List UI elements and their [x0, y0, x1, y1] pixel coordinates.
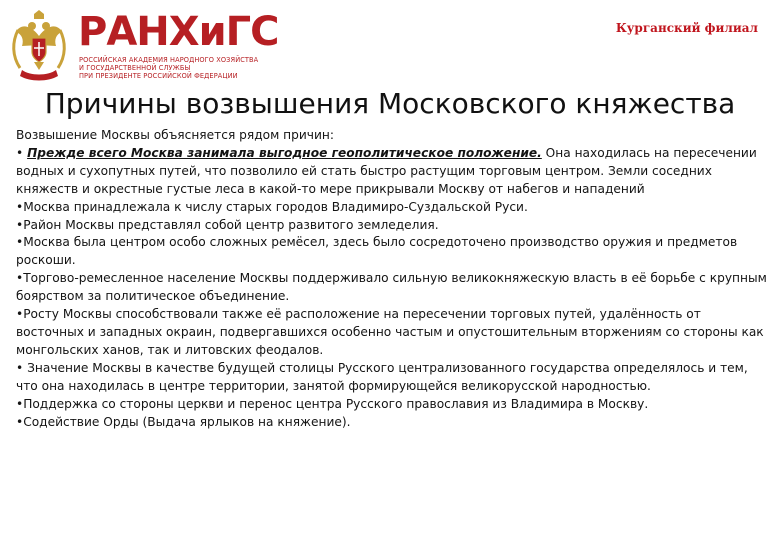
brand-logo — [78, 9, 279, 82]
body-text: Она находилась на пересечении водных и сухопутных путей, что позволило ей стать быстро растущим торговым центром. Земли соседних княжеств и окрестные густые леса в какой-то мере прикрывали Москву от набегов и нападений — [16, 145, 757, 196]
list-item: •Москва принадлежала к числу старых городов Владимиро-Суздальской Руси. — [16, 199, 528, 214]
brand-name: РАНХиГС — [78, 9, 279, 55]
brand-subtitle-line: И ГОСУДАРСТВЕННОЙ СЛУЖБЫ — [79, 64, 191, 72]
header — [0, 0, 780, 90]
slide-title: Причины возвышения Московского княжества — [44, 87, 736, 120]
list-item: • Значение Москвы в качестве будущей столицы Русского централизованного государства определялось и тем, что она находилась в центре территории, занятой формирующейся великорусской народностью. — [16, 360, 748, 393]
double-headed-eagle-emblem-icon — [10, 10, 68, 82]
list-item: •Торгово-ремесленное население Москвы поддерживало сильную великокняжескую власть в её борьбе с крупным боярством за политическое объединение. — [16, 271, 767, 304]
list-item: •Содействие Орды (Выдача ярлыков на княжение). — [16, 414, 351, 429]
brand-subtitle-line: ПРИ ПРЕЗИДЕНТЕ РОССИЙСКОЙ ФЕДЕРАЦИИ — [79, 72, 238, 80]
list-item: •Район Москвы представлял собой центр развитого земледелия. — [16, 217, 439, 232]
list-item — [16, 145, 768, 199]
bullet: • — [16, 145, 28, 160]
list-item: •Росту Москвы способствовали также её расположение на пересечении торговых путей, удалённость от восточных и западных окраин, подвергавшихся особенно частым и опустошительным вторжениям со стороны как монгольских ханов, так и литовских феодалов. — [16, 307, 764, 357]
list-item: •Поддержка со стороны церкви и перенос центра Русского православия из Владимира в Москву. — [16, 396, 649, 411]
list-item: •Москва была центром особо сложных ремёсел, здесь было сосредоточено производство оружия и предметов роскоши. — [16, 235, 738, 268]
branch-label: Курганский филиал — [615, 21, 758, 35]
intro-text: Возвышение Москвы объясняется рядом причин: — [16, 128, 334, 142]
brand-subtitle-line: РОССИЙСКАЯ АКАДЕМИЯ НАРОДНОГО ХОЗЯЙСТВА — [79, 56, 259, 64]
slide-body — [16, 127, 768, 431]
emphasized-text: Прежде всего Москва занимала выгодное геополитическое положение. — [27, 145, 542, 160]
